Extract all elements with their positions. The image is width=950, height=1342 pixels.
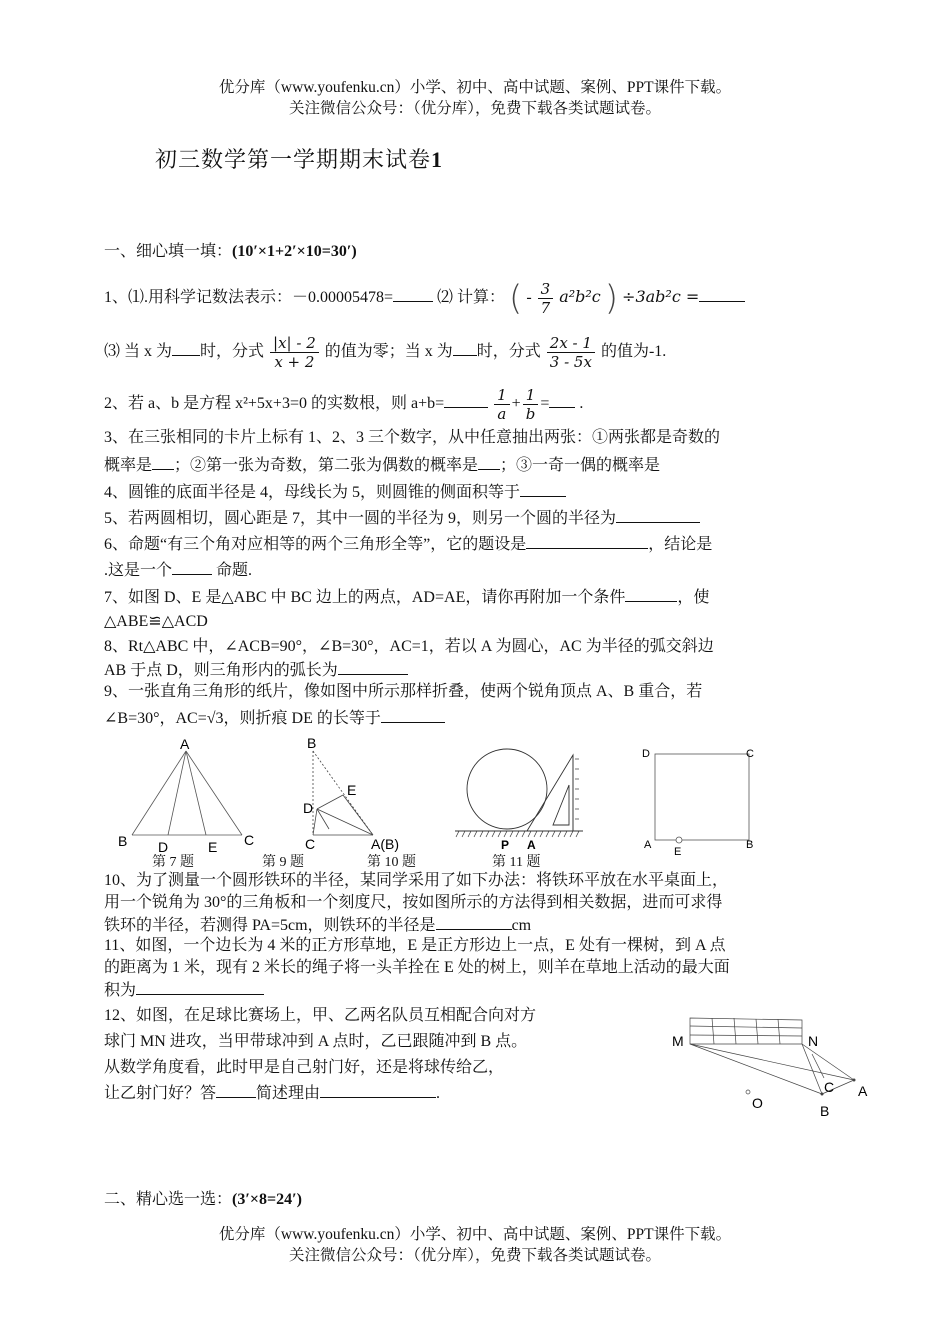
fraction-3-7 [538, 280, 554, 317]
label-O: O [752, 1095, 763, 1111]
label-B: B [307, 735, 317, 751]
figure-12-soccer-goal [668, 1008, 873, 1123]
q6-text-b: ，结论是 [648, 536, 713, 553]
fraction-1-b [523, 386, 539, 423]
minus-sign: - [526, 289, 532, 307]
figure-9-caption: 第 9 题 [262, 855, 304, 870]
label-C: C [244, 832, 255, 848]
term-divide: ÷3ab²c = [622, 287, 700, 307]
denominator: a [497, 405, 507, 423]
title-text: 初三数学第一学期期末试卷 [155, 147, 432, 172]
label-C: C [824, 1079, 835, 1095]
answer-blank[interactable] [549, 391, 575, 408]
question-5 [104, 506, 700, 530]
header-line-1: 优分库（www.youfenku.cn）小学、初中、高中试题、案例、PPT课件下载。 [218, 79, 732, 96]
label-N: N [808, 1033, 819, 1049]
answer-blank[interactable] [526, 532, 648, 549]
question-11-line-1: 11、如图，一个边长为 4 米的正方形草地，E 是正方形边上一点，E 处有一棵树，到 A 点 [104, 937, 726, 954]
denominator: x + 2 [274, 353, 315, 371]
question-1-part-a [104, 280, 745, 317]
q2-end: . [575, 395, 584, 413]
question-12-line-4 [104, 1080, 440, 1108]
fraction-2x [547, 334, 595, 371]
answer-blank[interactable] [320, 1081, 436, 1098]
question-9-line-2 [104, 706, 445, 730]
q9-text-b: ∠B=30°，AC=√3，则折痕 DE 的长等于 [104, 710, 381, 727]
question-9-line-1: 9、一张直角三角形的纸片，像如图中所示那样折叠，使两个锐角顶点 A、B 重合，若 [104, 683, 703, 700]
section-2-score: (3′×8=24′) [232, 1191, 302, 1208]
plus-sign: + [511, 395, 521, 413]
question-10-line-2: 用一个锐角为 30°的三角板和一个刻度尺，按如图所示的方法得到相关数据，进而可求得 [104, 894, 723, 911]
figure-10-ring-and-triangle [455, 745, 590, 853]
label-A: A [180, 736, 190, 752]
question-12-line-1: 12、如图，在足球比赛场上，甲、乙两名队员互相配合向对方 [104, 1007, 537, 1024]
question-12-line-2: 球门 MN 进攻，当甲带球冲到 A 点时，乙已跟随冲到 B 点。 [104, 1033, 528, 1050]
q1-text-e: 的值为零；当 x 为 [324, 343, 453, 361]
q10-unit: cm [511, 917, 532, 934]
answer-blank[interactable] [393, 285, 433, 302]
question-6-line-1 [104, 532, 712, 556]
q3-text-a: 概率是 [104, 457, 153, 474]
section-2-label: 二、精心选一选： [104, 1191, 233, 1208]
figure-11-square-field [640, 742, 765, 858]
equals-sign: = [540, 395, 550, 413]
q1-text-a: 1、⑴.用科学记数法表示：－0.00005478= [104, 289, 394, 307]
question-11-line-3 [104, 978, 264, 1002]
q6-text-c: .这是一个 [104, 562, 173, 579]
q5-text: 5、若两圆相切，圆心距是 7，其中一圆的半径为 9，则另一个圆的半径为 [104, 510, 617, 527]
answer-blank[interactable] [478, 453, 500, 470]
answer-blank[interactable] [172, 558, 212, 575]
numerator: 1 [523, 386, 539, 405]
q12-text-b: 简述理由 [256, 1085, 321, 1102]
q3-text-c: ；③一奇一偶的概率是 [500, 457, 661, 474]
question-3-line-2 [104, 453, 660, 477]
term-a2b2c: a²b²c [559, 287, 601, 307]
figure-7-triangle [110, 735, 270, 855]
fraction-abs-x [270, 334, 319, 371]
label-A-B: A(B) [371, 836, 399, 852]
section-1-heading [104, 238, 357, 261]
section-1-label: 一、细心填一填： [104, 243, 233, 260]
figure-7-caption: 第 7 题 [152, 855, 194, 870]
question-8-line-2 [104, 658, 408, 682]
question-2 [104, 386, 583, 423]
label-A: A [527, 838, 536, 852]
footer-line-1: 优分库（www.youfenku.cn）小学、初中、高中试题、案例、PPT课件下载。 [218, 1226, 732, 1243]
question-8-line-1: 8、Rt△ABC 中，∠ACB=90°，∠B=30°，AC=1，若以 A 为圆心，AC 为半径的弧交斜边 [104, 638, 714, 655]
label-M: M [672, 1033, 684, 1049]
q3-text-b: ；②第一张为奇数，第二张为偶数的概率是 [174, 457, 479, 474]
q10-text-a: 铁环的半径，若测得 PA=5cm，则铁环的半径是 [104, 917, 436, 934]
question-1-part-c [104, 334, 666, 371]
answer-blank[interactable] [699, 285, 745, 302]
label-D: D [158, 839, 169, 855]
figure-9-folded-triangle [295, 733, 415, 853]
q11-text: 积为 [104, 982, 137, 999]
question-12-line-3: 从数学角度看，此时甲是自己射门好，还是将球传给乙， [104, 1059, 505, 1076]
page-title [155, 143, 443, 174]
label-E: E [208, 839, 218, 855]
q7-text-a: 7、如图 D、E 是△ABC 中 BC 边上的两点，AD=AE，请你再附加一个条件 [104, 589, 626, 606]
q7-text-b: ，使 [677, 589, 710, 606]
answer-blank[interactable] [136, 978, 264, 995]
q1-text-c: ⑶ 当 x 为 [104, 343, 173, 361]
answer-blank[interactable] [520, 480, 566, 497]
label-P: P [501, 838, 510, 852]
answer-blank[interactable] [338, 658, 408, 675]
answer-blank[interactable] [172, 339, 200, 356]
label-B: B [118, 833, 128, 849]
question-3-line-1: 3、在三张相同的卡片上标有 1、2、3 三个数字，从中任意抽出两张：①两张都是奇数的 [104, 429, 721, 446]
label-C: C [746, 748, 754, 760]
label-B: B [746, 839, 754, 851]
answer-blank[interactable] [453, 339, 477, 356]
denominator: b [525, 405, 536, 423]
label-E: E [674, 846, 682, 858]
q6-text-a: 6、命题“有三个角对应相等的两个三角形全等”，它的题设是 [104, 536, 527, 553]
label-A: A [858, 1083, 868, 1099]
q4-text: 4、圆锥的底面半径是 4，母线长为 5，则圆锥的侧面积等于 [104, 484, 521, 501]
answer-blank[interactable] [436, 913, 512, 930]
answer-blank[interactable] [625, 585, 677, 602]
question-10-line-1: 10、为了测量一个圆形铁环的半径，某同学采用了如下办法：将铁环平放在水平桌面上， [104, 872, 729, 889]
q1-text-f: 时，分式 [476, 343, 541, 361]
numerator: 3 [538, 280, 554, 299]
footer-line-2: 关注微信公众号：（优分库），免费下载各类试题试卷。 [288, 1247, 661, 1264]
section-2-heading [104, 1186, 302, 1209]
answer-blank[interactable] [152, 453, 174, 470]
label-A: A [644, 839, 652, 851]
q6-text-d: 命题. [212, 562, 253, 579]
q2-text: 2、若 a、b 是方程 x²+5x+3=0 的实数根，则 a+b= [104, 395, 445, 413]
q1-text-b: ⑵ 计算： [437, 289, 506, 307]
question-11-line-2: 的距离为 1 米，现有 2 米长的绳子将一头羊拴在 E 处的树上，则羊在草地上活动的最大面 [104, 959, 730, 976]
header-line-2: 关注微信公众号：（优分库），免费下载各类试题试卷。 [288, 100, 661, 117]
question-7-line-2: △ABE≌△ACD [104, 613, 208, 630]
question-4 [104, 480, 566, 504]
q12-text-c: . [436, 1085, 441, 1102]
title-number: 1 [431, 147, 444, 172]
numerator: |x| - 2 [270, 334, 319, 353]
q8-text-b: AB 于点 D，则三角形内的弧长为 [104, 662, 338, 679]
answer-blank[interactable] [616, 506, 700, 523]
question-6-line-2 [104, 558, 252, 582]
answer-blank[interactable] [381, 706, 445, 723]
numerator: 2x - 1 [547, 334, 595, 353]
answer-blank[interactable] [216, 1081, 256, 1098]
label-D: D [303, 800, 314, 816]
q1-text-g: 的值为-1. [600, 343, 667, 361]
figure-11-caption: 第 11 题 [492, 855, 541, 870]
right-paren: ) [604, 278, 619, 319]
denominator: 7 [540, 299, 551, 317]
fraction-1-a [494, 386, 510, 423]
section-1-score: (10′×1+2′×10=30′) [232, 243, 357, 260]
figure-10-caption: 第 10 题 [367, 855, 416, 870]
question-10-line-3 [104, 913, 531, 937]
label-C: C [305, 836, 316, 852]
q12-text-a: 让乙射门好？答 [104, 1085, 217, 1102]
denominator: 3 - 5x [549, 353, 592, 371]
answer-blank[interactable] [444, 391, 488, 408]
q1-text-d: 时，分式 [200, 343, 265, 361]
label-D: D [642, 748, 650, 760]
left-paren: ( [509, 278, 523, 319]
label-E: E [347, 782, 357, 798]
question-7-line-1 [104, 585, 709, 609]
numerator: 1 [494, 386, 510, 405]
label-B: B [820, 1103, 830, 1119]
